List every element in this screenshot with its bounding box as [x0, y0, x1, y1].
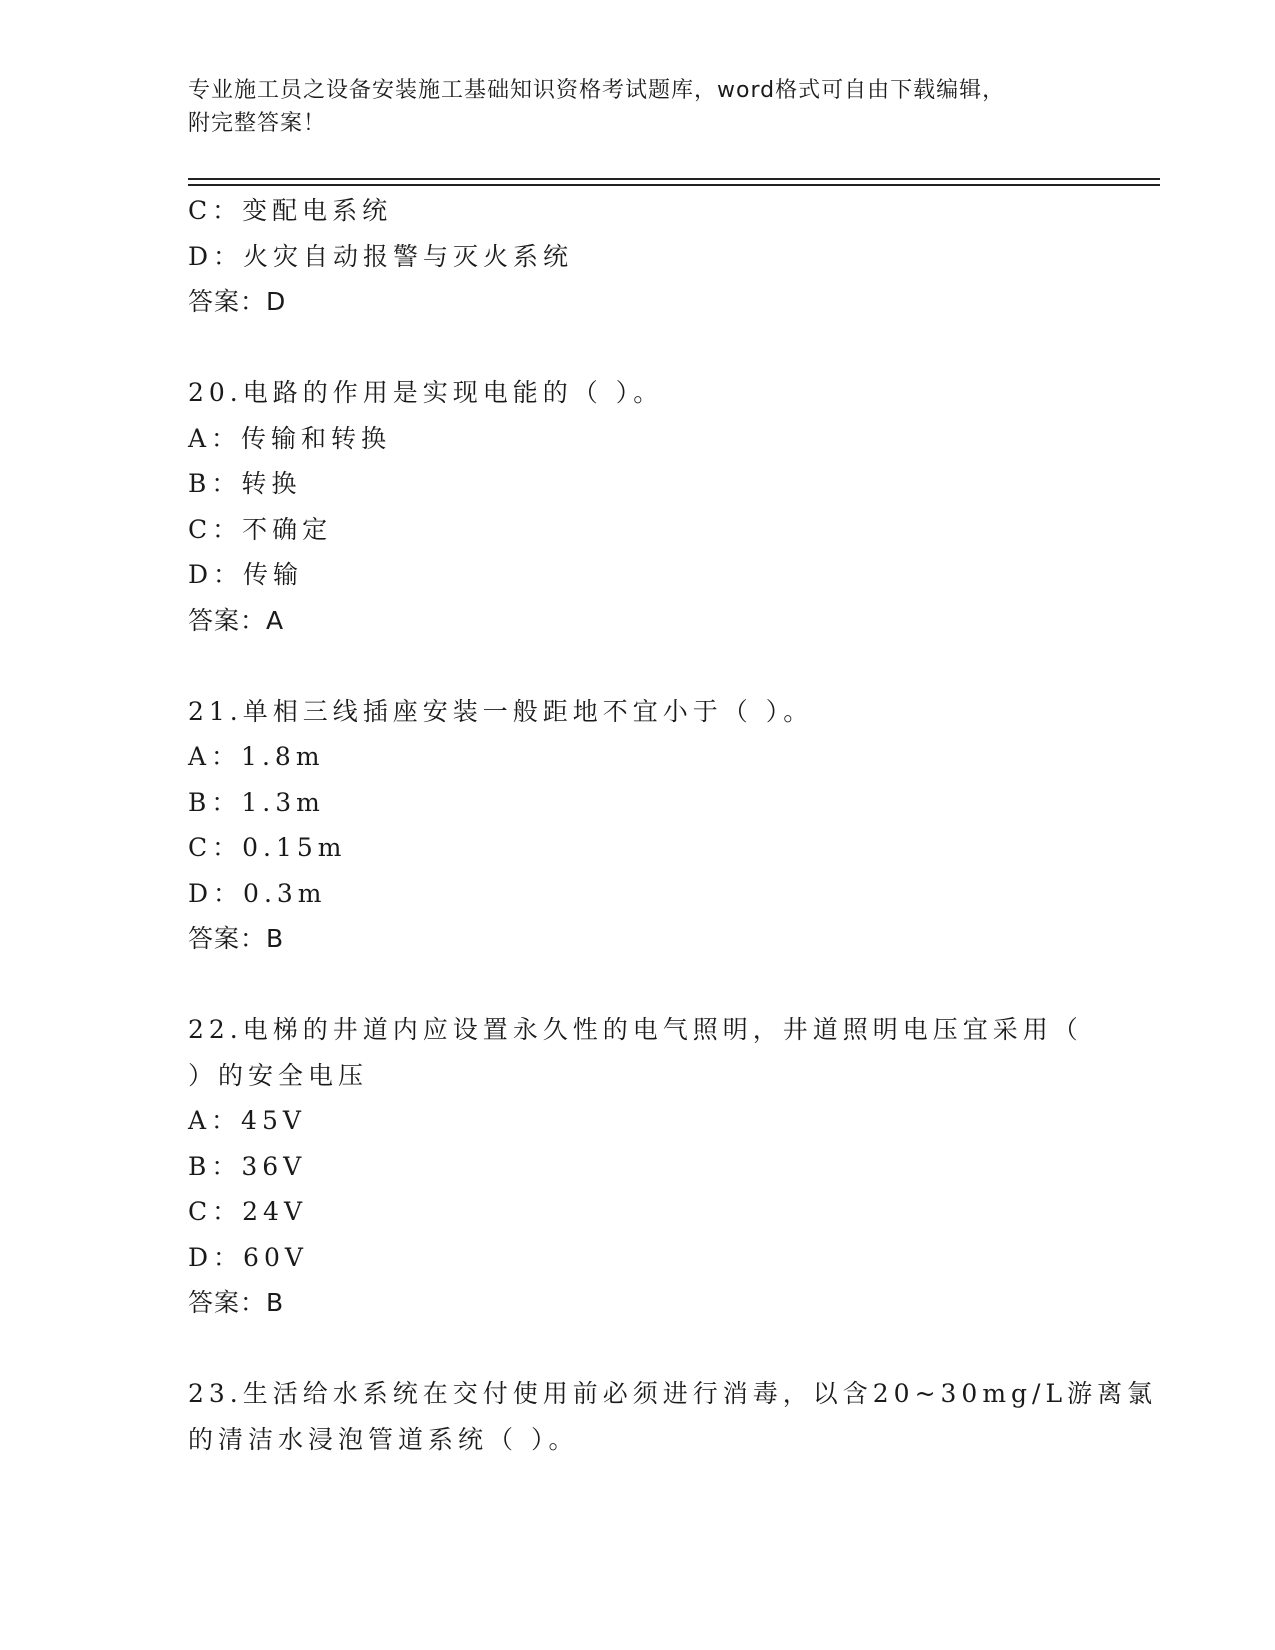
answer-text: 答案：A — [188, 605, 285, 635]
question-text-line-1: 23.生活给水系统在交付使用前必须进行消毒，以含20~30mg/L游离氯 — [188, 1379, 1158, 1408]
option-d: D：火灾自动报警与灭火系统 — [188, 241, 574, 271]
answer-text: 答案：B — [188, 924, 285, 953]
document-header — [188, 74, 1088, 140]
question-text: 21.单相三线插座安装一般距地不宜小于（ ）。 — [188, 696, 814, 726]
header-divider-bottom — [188, 184, 1160, 186]
header-divider-top — [188, 178, 1160, 180]
question-block-23 — [188, 1371, 1158, 1462]
question-text-line-2: 的清洁水浸泡管道系统（ ）。 — [188, 1424, 579, 1454]
option-b: B：1.3m — [188, 787, 325, 817]
header-line-2: 附完整答案！ — [188, 111, 327, 136]
option-d: D：60V — [188, 1242, 308, 1272]
option-c: C：0.15m — [188, 833, 347, 862]
option-d: D：传输 — [188, 560, 304, 589]
question-text-line-2: ）的安全电压 — [188, 1060, 369, 1090]
option-b: B：转换 — [188, 469, 302, 498]
question-block-20 — [188, 370, 1138, 643]
option-c: C：变配电系统 — [188, 196, 393, 225]
question-list — [188, 188, 1158, 1462]
question-block-21 — [188, 689, 1138, 962]
option-a: A：45V — [188, 1106, 306, 1135]
header-line-1: 专业施工员之设备安装施工基础知识资格考试题库，word格式可自由下载编辑， — [188, 78, 1006, 103]
option-c: C：24V — [188, 1197, 307, 1226]
option-c: C：不确定 — [188, 514, 333, 544]
option-a: A：1.8m — [188, 742, 325, 771]
option-a: A：传输和转换 — [188, 423, 392, 453]
question-text: 20.电路的作用是实现电能的（ ）。 — [188, 378, 664, 407]
option-b: B：36V — [188, 1151, 307, 1181]
option-d: D：0.3m — [188, 878, 327, 908]
answer-text: 答案：D — [188, 287, 287, 316]
question-block-22 — [188, 1007, 1138, 1326]
answer-text: 答案：B — [188, 1288, 285, 1317]
question-text-line-1: 22.电梯的井道内应设置永久性的电气照明，井道照明电压宜采用（ — [188, 1015, 1083, 1044]
question-block-19 — [188, 188, 1138, 325]
